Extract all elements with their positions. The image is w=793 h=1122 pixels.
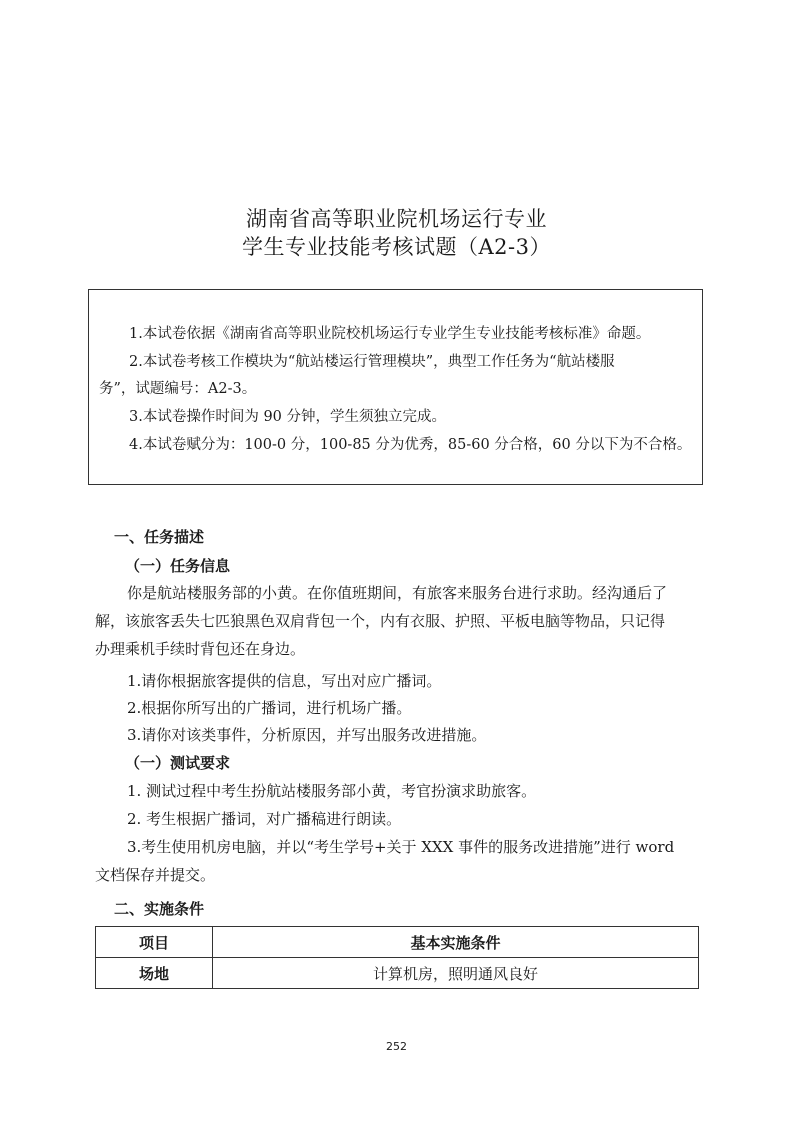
requirement-item-2: 2. 考生根据广播词，对广播稿进行朗读。 [127, 810, 402, 828]
subsection-task-info-heading: （一）任务信息 [125, 557, 231, 575]
task-item-2: 2.根据你所写出的广播词，进行机场广播。 [127, 699, 412, 717]
task-info-paragraph-line-3: 办理乘机手续时背包还在身边。 [95, 640, 306, 658]
instructions-box [88, 289, 703, 485]
notice-item-1: 1.本试卷依据《湖南省高等职业院校机场运行专业学生专业技能考核标准》命题。 [129, 326, 651, 342]
table-header-cell: 基本实施条件 [213, 927, 699, 958]
table-header-cell: 项目 [96, 927, 213, 958]
document-title-line-2: 学生专业技能考核试题（A2-3） [242, 235, 551, 259]
requirement-item-1: 1. 测试过程中考生扮航站楼服务部小黄，考官扮演求助旅客。 [127, 782, 537, 800]
conditions-table [95, 926, 699, 989]
task-info-paragraph-line-1: 你是航站楼服务部的小黄。在你值班期间，有旅客来服务台进行求助。经沟通后了 [127, 584, 668, 602]
table-header-row [96, 927, 699, 958]
section-1-heading: 一、任务描述 [114, 528, 205, 546]
section-2-heading: 二、实施条件 [114, 900, 205, 918]
document-title-line-1: 湖南省高等职业院机场运行专业 [246, 207, 547, 231]
notice-item-2: 2.本试卷考核工作模块为“航站楼运行管理模块”，典型工作任务为“航站楼服 [129, 354, 615, 370]
task-item-1: 1.请你根据旅客提供的信息，写出对应广播词。 [127, 672, 442, 690]
table-row [96, 958, 699, 989]
table-cell: 计算机房，照明通风良好 [213, 958, 699, 989]
notice-item-4: 4.本试卷赋分为：100-0 分，100-85 分为优秀，85-60 分合格，60 分以下为不合格。 [129, 437, 692, 453]
notice-item-2-continued: 务”，试题编号：A2-3。 [99, 381, 257, 397]
task-info-paragraph-line-2: 解，该旅客丢失七匹狼黑色双肩背包一个，内有衣服、护照、平板电脑等物品，只记得 [95, 612, 666, 630]
task-item-3: 3.请你对该类事件，分析原因，并写出服务改进措施。 [127, 726, 487, 744]
requirement-item-3: 3.考生使用机房电脑，并以“考生学号+关于 XXX 事件的服务改进措施”进行 word [127, 838, 675, 856]
subsection-test-requirements-heading: （一）测试要求 [125, 754, 231, 772]
notice-item-3: 3.本试卷操作时间为 90 分钟，学生须独立完成。 [129, 409, 447, 425]
page-number: 252 [386, 1040, 407, 1053]
requirement-item-3-continued: 文档保存并提交。 [95, 866, 216, 884]
table-cell: 场地 [96, 958, 213, 989]
